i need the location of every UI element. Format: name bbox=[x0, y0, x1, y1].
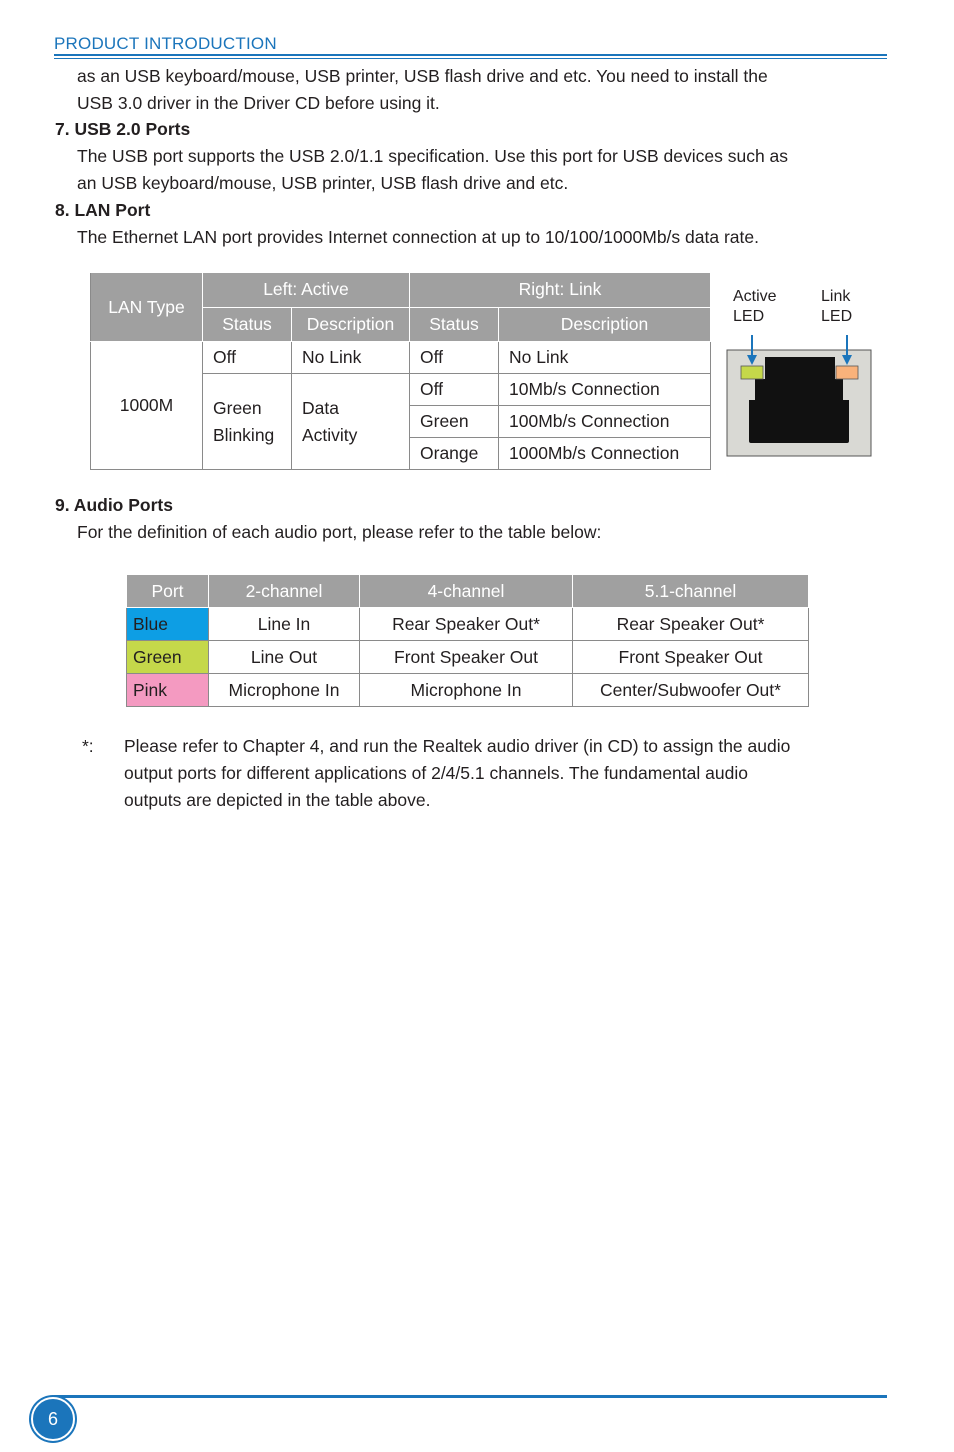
right-description-nolink: No Link bbox=[499, 342, 711, 374]
link-led-label-line-1: Link bbox=[821, 288, 851, 305]
audio-cell: Front Speaker Out bbox=[360, 641, 573, 674]
audio-cell: Rear Speaker Out* bbox=[573, 608, 809, 641]
green-blinking-line-2: Blinking bbox=[213, 424, 275, 445]
left-description-nolink: No Link bbox=[292, 342, 410, 374]
audio-table bbox=[126, 574, 809, 707]
right-status-header: Status bbox=[410, 307, 499, 342]
audio-header-port: Port bbox=[127, 575, 209, 608]
data-activity-line-2: Activity bbox=[302, 424, 358, 445]
right-status-off: Off bbox=[410, 342, 499, 374]
note-line-1: Please refer to Chapter 4, and run the Realtek audio driver (in CD) to assign the audio bbox=[124, 736, 791, 756]
link-led-label bbox=[821, 287, 852, 327]
data-activity-line-1: Data bbox=[302, 397, 339, 418]
audio-cell: Microphone In bbox=[209, 674, 360, 707]
lan-line-1: The Ethernet LAN port provides Internet connection at up to 10/100/1000Mb/s data rate. bbox=[77, 227, 759, 247]
lan-port-diagram bbox=[722, 335, 874, 460]
right-link-header: Right: Link bbox=[410, 273, 711, 308]
audio-header-2ch: 2-channel bbox=[209, 575, 360, 608]
usb2-line-2: an USB keyboard/mouse, USB printer, USB flash drive and etc. bbox=[77, 173, 569, 193]
active-led-label-line-1: Active bbox=[733, 288, 777, 305]
right-status-cell: Orange bbox=[410, 438, 499, 470]
lan-type-header: LAN Type bbox=[91, 273, 203, 342]
intro-line-2: USB 3.0 driver in the Driver CD before using it. bbox=[77, 93, 440, 113]
audio-port-blue: Blue bbox=[127, 608, 209, 641]
active-led-indicator bbox=[741, 366, 763, 379]
note-line-2: output ports for different applications of 2/4/5.1 channels. The fundamental audio bbox=[124, 763, 748, 783]
left-status-green-blinking bbox=[203, 374, 292, 470]
right-description-cell: 10Mb/s Connection bbox=[499, 374, 711, 406]
right-status-cell: Off bbox=[410, 374, 499, 406]
audio-header-4ch: 4-channel bbox=[360, 575, 573, 608]
audio-cell: Microphone In bbox=[360, 674, 573, 707]
usb2-heading: 7. USB 2.0 Ports bbox=[55, 119, 191, 139]
right-description-header: Description bbox=[499, 307, 711, 342]
audio-cell: Front Speaker Out bbox=[573, 641, 809, 674]
intro-line-1: as an USB keyboard/mouse, USB printer, USB flash drive and etc. You need to install the bbox=[77, 66, 768, 86]
audio-port-pink: Pink bbox=[127, 674, 209, 707]
header-rule-thin bbox=[54, 58, 887, 59]
usb2-line-1: The USB port supports the USB 2.0/1.1 specification. Use this port for USB devices such as bbox=[77, 146, 789, 166]
audio-heading: 9. Audio Ports bbox=[55, 495, 173, 515]
note-mark: *: bbox=[82, 736, 94, 756]
audio-port-green: Green bbox=[127, 641, 209, 674]
audio-cell: Line In bbox=[209, 608, 360, 641]
lan-heading: 8. LAN Port bbox=[55, 200, 151, 220]
active-led-label bbox=[733, 287, 777, 327]
left-status-header: Status bbox=[203, 307, 292, 342]
link-led-label-line-2: LED bbox=[821, 308, 853, 325]
lan-table bbox=[90, 272, 711, 470]
green-blinking-line-1: Green bbox=[213, 397, 262, 418]
left-description-data-activity bbox=[292, 374, 410, 470]
footer-rule bbox=[54, 1395, 887, 1398]
audio-line-1: For the definition of each audio port, please refer to the table below: bbox=[77, 522, 602, 542]
audio-cell: Rear Speaker Out* bbox=[360, 608, 573, 641]
left-status-off: Off bbox=[203, 342, 292, 374]
right-status-cell: Green bbox=[410, 406, 499, 438]
audio-cell: Center/Subwoofer Out* bbox=[573, 674, 809, 707]
left-description-header: Description bbox=[292, 307, 410, 342]
left-active-header: Left: Active bbox=[203, 273, 410, 308]
right-description-cell: 100Mb/s Connection bbox=[499, 406, 711, 438]
section-header: PRODUCT INTRODUCTION bbox=[54, 34, 277, 53]
link-led-indicator bbox=[836, 366, 858, 379]
lan-type-cell: 1000M bbox=[91, 342, 203, 470]
audio-cell: Line Out bbox=[209, 641, 360, 674]
header-rule bbox=[54, 54, 887, 56]
note-line-3: outputs are depicted in the table above. bbox=[124, 790, 431, 810]
right-description-cell: 1000Mb/s Connection bbox=[499, 438, 711, 470]
audio-header-51ch: 5.1-channel bbox=[573, 575, 809, 608]
active-led-label-line-2: LED bbox=[733, 308, 765, 325]
page-number: 6 bbox=[31, 1397, 75, 1441]
